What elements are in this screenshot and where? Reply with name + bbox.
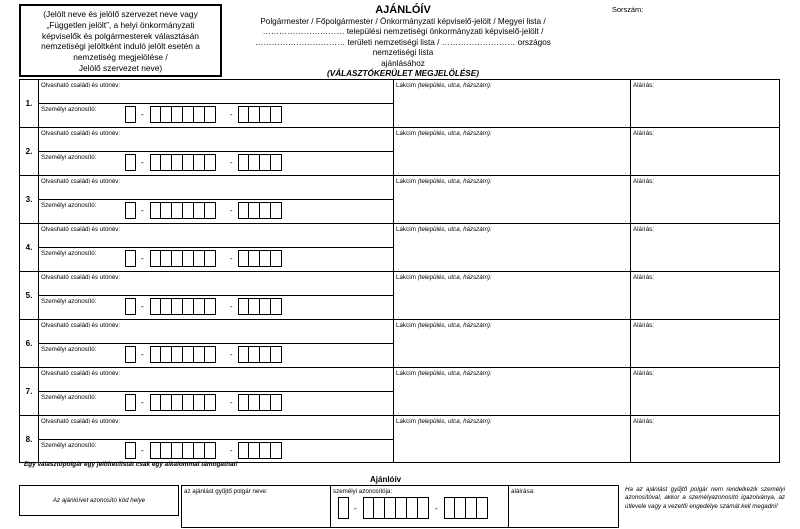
id-digit-box[interactable] bbox=[374, 497, 385, 519]
signature-label: Aláírás: bbox=[633, 418, 654, 425]
address-hint: (település, utca, házszám): bbox=[417, 130, 492, 137]
id-digit-box[interactable] bbox=[271, 394, 282, 411]
id-digit-box[interactable] bbox=[260, 442, 271, 459]
id-digit-box[interactable] bbox=[205, 154, 216, 171]
header-line: …………………………… területi nemzetiségi lista / ……………………… országos nemzetiségi lista bbox=[255, 37, 551, 58]
id-digit-box[interactable] bbox=[271, 250, 282, 267]
address-field[interactable] bbox=[393, 128, 630, 175]
id-digit-group bbox=[238, 106, 282, 123]
id-digit-box[interactable] bbox=[249, 394, 260, 411]
name-label: Olvasható családi és utónév: bbox=[41, 274, 121, 281]
id-digit-box[interactable] bbox=[194, 202, 205, 219]
header-line: ajánlásához bbox=[381, 58, 425, 68]
id-digit-box[interactable] bbox=[466, 497, 477, 519]
code-placeholder-box bbox=[19, 485, 179, 516]
id-digit-box[interactable] bbox=[172, 394, 183, 411]
collector-signature-label: aláírása: bbox=[511, 488, 535, 495]
id-digit-group bbox=[238, 298, 282, 315]
id-digit-box[interactable] bbox=[249, 106, 260, 123]
id-digit-box[interactable] bbox=[260, 154, 271, 171]
id-digit-box[interactable] bbox=[238, 394, 249, 411]
recommendation-table bbox=[19, 79, 780, 463]
id-digit-group bbox=[125, 346, 136, 363]
row-number: 3. bbox=[25, 195, 33, 204]
id-digit-group bbox=[125, 250, 136, 267]
id-digit-box[interactable] bbox=[238, 346, 249, 363]
bottom-title: Ajánlóív bbox=[370, 475, 402, 484]
id-digit-box[interactable] bbox=[183, 106, 194, 123]
id-digit-group bbox=[125, 154, 136, 171]
id-digit-box[interactable] bbox=[205, 442, 216, 459]
address-field[interactable] bbox=[393, 272, 630, 319]
id-dash: - bbox=[230, 398, 233, 407]
id-digit-group bbox=[338, 497, 349, 519]
id-digit-box[interactable] bbox=[271, 298, 282, 315]
address-label: Lakcím bbox=[396, 178, 416, 185]
id-digit-box[interactable] bbox=[238, 298, 249, 315]
id-digit-box[interactable] bbox=[271, 442, 282, 459]
id-digit-box[interactable] bbox=[172, 442, 183, 459]
signature-field[interactable] bbox=[630, 80, 779, 127]
collector-id-field[interactable] bbox=[330, 486, 508, 527]
id-digit-box[interactable] bbox=[125, 442, 136, 459]
candidate-line: nemzetiségi jelöltként induló jelölt esetén a bbox=[41, 41, 200, 52]
id-digit-group bbox=[150, 442, 216, 459]
header-line: ………………………… települési nemzetiségi önkormányzati képviselő-jelölt / bbox=[262, 27, 544, 37]
address-field[interactable] bbox=[393, 320, 630, 367]
name-label: Olvasható családi és utónév: bbox=[41, 322, 121, 329]
signature-field[interactable] bbox=[630, 320, 779, 367]
id-digit-box[interactable] bbox=[249, 298, 260, 315]
id-digit-box[interactable] bbox=[125, 346, 136, 363]
signature-label: Aláírás: bbox=[633, 178, 654, 185]
personal-id-field[interactable] bbox=[38, 440, 393, 463]
name-field[interactable] bbox=[38, 320, 393, 344]
id-dash: - bbox=[230, 302, 233, 311]
address-label: Lakcím bbox=[396, 418, 416, 425]
id-digit-box[interactable] bbox=[161, 154, 172, 171]
id-digit-box[interactable] bbox=[260, 298, 271, 315]
address-hint: (település, utca, házszám): bbox=[417, 178, 492, 185]
id-digit-box[interactable] bbox=[271, 154, 282, 171]
id-digit-box[interactable] bbox=[150, 442, 161, 459]
address-field[interactable] bbox=[393, 416, 630, 462]
id-digit-box[interactable] bbox=[194, 250, 205, 267]
name-label: Olvasható családi és utónév: bbox=[41, 418, 121, 425]
id-digit-box[interactable] bbox=[455, 497, 466, 519]
id-digit-group bbox=[238, 250, 282, 267]
address-hint: (település, utca, házszám): bbox=[417, 418, 492, 425]
address-field[interactable] bbox=[393, 224, 630, 271]
id-digit-box[interactable] bbox=[238, 442, 249, 459]
personal-id-label: Személyi azonosító: bbox=[41, 106, 97, 113]
signature-label: Aláírás: bbox=[633, 226, 654, 233]
id-digit-box[interactable] bbox=[172, 202, 183, 219]
id-dash: - bbox=[141, 350, 144, 359]
id-digit-box[interactable] bbox=[125, 202, 136, 219]
id-digit-box[interactable] bbox=[271, 202, 282, 219]
id-digit-box[interactable] bbox=[183, 394, 194, 411]
id-digit-box[interactable] bbox=[150, 250, 161, 267]
personal-id-label: Személyi azonosító: bbox=[41, 346, 97, 353]
personal-id-label: Személyi azonosító: bbox=[41, 154, 97, 161]
row-number: 1. bbox=[25, 99, 33, 108]
address-hint: (település, utca, házszám): bbox=[417, 322, 492, 329]
id-digit-box[interactable] bbox=[205, 106, 216, 123]
collector-id-label: személyi azonosítója: bbox=[333, 488, 393, 495]
id-digit-group bbox=[238, 346, 282, 363]
id-digit-box[interactable] bbox=[183, 442, 194, 459]
collector-signature-field[interactable] bbox=[508, 486, 619, 527]
id-digit-box[interactable] bbox=[172, 250, 183, 267]
id-side-note: Ha az ajánlást gyűjtő polgár nem rendelkezik személyi azonosítóval, akkor a személyazonosító igazolványa, az útlevele vagy a vezetői engedélye számát kell megadni! bbox=[625, 486, 785, 510]
collector-section bbox=[181, 485, 619, 528]
id-digit-box[interactable] bbox=[249, 442, 260, 459]
id-digit-box[interactable] bbox=[396, 497, 407, 519]
id-digit-box[interactable] bbox=[205, 394, 216, 411]
id-digit-group bbox=[150, 202, 216, 219]
name-field[interactable] bbox=[38, 176, 393, 200]
table-row bbox=[19, 271, 780, 319]
id-dash: - bbox=[141, 446, 144, 455]
id-digit-box[interactable] bbox=[205, 346, 216, 363]
address-hint: (település, utca, házszám): bbox=[417, 226, 492, 233]
id-digit-group bbox=[125, 442, 136, 459]
signature-field[interactable] bbox=[630, 224, 779, 271]
signature-label: Aláírás: bbox=[633, 370, 654, 377]
id-digit-group bbox=[125, 202, 136, 219]
signature-field[interactable] bbox=[630, 368, 779, 415]
personal-id-field[interactable] bbox=[38, 392, 393, 415]
id-digit-box[interactable] bbox=[161, 202, 172, 219]
id-digit-box[interactable] bbox=[194, 346, 205, 363]
personal-id-label: Személyi azonosító: bbox=[41, 298, 97, 305]
id-dash: - bbox=[141, 398, 144, 407]
personal-id-label: Személyi azonosító: bbox=[41, 394, 97, 401]
table-row bbox=[19, 175, 780, 223]
id-digit-box[interactable] bbox=[271, 346, 282, 363]
signature-field[interactable] bbox=[630, 176, 779, 223]
id-digit-box[interactable] bbox=[249, 202, 260, 219]
name-field[interactable] bbox=[38, 224, 393, 248]
id-digit-box[interactable] bbox=[161, 106, 172, 123]
id-digit-box[interactable] bbox=[249, 250, 260, 267]
id-digit-box[interactable] bbox=[238, 250, 249, 267]
id-digit-box[interactable] bbox=[238, 154, 249, 171]
address-field[interactable] bbox=[393, 176, 630, 223]
id-digit-box[interactable] bbox=[172, 298, 183, 315]
name-label: Olvasható családi és utónév: bbox=[41, 178, 121, 185]
id-digit-box[interactable] bbox=[150, 298, 161, 315]
id-digit-box[interactable] bbox=[125, 106, 136, 123]
support-note: Egy választópolgár egy jelöltet/listát csak egy alkalommal támogathat! bbox=[24, 461, 238, 468]
id-digit-box[interactable] bbox=[194, 154, 205, 171]
serial-number-label: Sorszám: bbox=[612, 5, 644, 14]
row-number: 6. bbox=[25, 339, 33, 348]
personal-id-field[interactable] bbox=[38, 104, 393, 127]
id-digit-box[interactable] bbox=[444, 497, 455, 519]
id-digit-box[interactable] bbox=[172, 106, 183, 123]
id-digit-box[interactable] bbox=[150, 202, 161, 219]
signature-label: Aláírás: bbox=[633, 274, 654, 281]
id-digit-box[interactable] bbox=[238, 202, 249, 219]
personal-id-field[interactable] bbox=[38, 248, 393, 271]
candidate-line: nemzetiség megjelölése / bbox=[73, 52, 168, 63]
row-number: 2. bbox=[25, 147, 33, 156]
table-row bbox=[19, 223, 780, 271]
id-dash: - bbox=[230, 350, 233, 359]
id-digit-box[interactable] bbox=[172, 154, 183, 171]
personal-id-field[interactable] bbox=[38, 200, 393, 223]
id-digit-box[interactable] bbox=[150, 346, 161, 363]
id-dash: - bbox=[230, 158, 233, 167]
id-digit-box[interactable] bbox=[125, 394, 136, 411]
id-digit-box[interactable] bbox=[260, 346, 271, 363]
id-digit-box[interactable] bbox=[205, 202, 216, 219]
id-digit-box[interactable] bbox=[194, 106, 205, 123]
address-label: Lakcím bbox=[396, 130, 416, 137]
id-digit-group bbox=[238, 442, 282, 459]
name-label: Olvasható családi és utónév: bbox=[41, 226, 121, 233]
id-digit-box[interactable] bbox=[125, 154, 136, 171]
personal-id-label: Személyi azonosító: bbox=[41, 202, 97, 209]
id-dash: - bbox=[230, 254, 233, 263]
address-label: Lakcím bbox=[396, 274, 416, 281]
id-dash: - bbox=[141, 158, 144, 167]
id-digit-group bbox=[238, 202, 282, 219]
id-digit-group bbox=[150, 106, 216, 123]
id-digit-box[interactable] bbox=[205, 250, 216, 267]
name-label: Olvasható családi és utónév: bbox=[41, 370, 121, 377]
id-digit-box[interactable] bbox=[271, 106, 282, 123]
id-dash: - bbox=[141, 254, 144, 263]
row-number: 5. bbox=[25, 291, 33, 300]
candidate-line: képviselők és polgármesterek választásán bbox=[42, 30, 199, 41]
personal-id-field[interactable] bbox=[38, 344, 393, 367]
signature-field[interactable] bbox=[630, 128, 779, 175]
address-hint: (település, utca, házszám): bbox=[417, 274, 492, 281]
address-hint: (település, utca, házszám): bbox=[417, 370, 492, 377]
signature-label: Aláírás: bbox=[633, 82, 654, 89]
id-digit-group bbox=[125, 106, 136, 123]
id-digit-box[interactable] bbox=[194, 298, 205, 315]
id-digit-box[interactable] bbox=[125, 298, 136, 315]
id-digit-box[interactable] bbox=[150, 106, 161, 123]
signature-label: Aláírás: bbox=[633, 130, 654, 137]
id-dash: - bbox=[141, 206, 144, 215]
id-digit-group bbox=[125, 298, 136, 315]
id-dash: - bbox=[354, 504, 357, 513]
form-title: AJÁNLÓÍV bbox=[375, 4, 431, 16]
candidate-info-box bbox=[19, 4, 222, 77]
address-label: Lakcím bbox=[396, 226, 416, 233]
id-digit-group bbox=[150, 154, 216, 171]
id-digit-box[interactable] bbox=[161, 394, 172, 411]
collector-name-field[interactable] bbox=[182, 486, 330, 527]
id-digit-group bbox=[444, 497, 488, 519]
name-field[interactable] bbox=[38, 80, 393, 104]
id-digit-box[interactable] bbox=[194, 442, 205, 459]
table-row bbox=[19, 319, 780, 367]
id-digit-box[interactable] bbox=[338, 497, 349, 519]
id-digit-box[interactable] bbox=[260, 250, 271, 267]
id-digit-box[interactable] bbox=[477, 497, 488, 519]
id-digit-box[interactable] bbox=[238, 106, 249, 123]
id-digit-box[interactable] bbox=[205, 298, 216, 315]
id-digit-box[interactable] bbox=[260, 202, 271, 219]
id-digit-box[interactable] bbox=[161, 346, 172, 363]
id-digit-box[interactable] bbox=[150, 154, 161, 171]
id-dash: - bbox=[230, 110, 233, 119]
id-dash: - bbox=[230, 206, 233, 215]
form-header bbox=[238, 4, 568, 79]
personal-id-label: Személyi azonosító: bbox=[41, 442, 97, 449]
signature-field[interactable] bbox=[630, 416, 779, 462]
name-label: Olvasható családi és utónév: bbox=[41, 82, 121, 89]
id-digit-box[interactable] bbox=[418, 497, 429, 519]
id-digit-group bbox=[150, 250, 216, 267]
row-number: 4. bbox=[25, 243, 33, 252]
personal-id-label: Személyi azonosító: bbox=[41, 250, 97, 257]
row-number: 8. bbox=[25, 434, 33, 444]
id-digit-group bbox=[238, 154, 282, 171]
id-digit-group bbox=[150, 346, 216, 363]
candidate-line: „Független jelölt”, a helyi önkormányzati bbox=[46, 19, 195, 30]
id-digit-box[interactable] bbox=[183, 250, 194, 267]
signature-label: Aláírás: bbox=[633, 322, 654, 329]
address-label: Lakcím bbox=[396, 82, 416, 89]
id-digit-box[interactable] bbox=[183, 346, 194, 363]
id-digit-box[interactable] bbox=[249, 154, 260, 171]
personal-id-field[interactable] bbox=[38, 296, 393, 319]
id-digit-box[interactable] bbox=[249, 346, 260, 363]
name-field[interactable] bbox=[38, 416, 393, 440]
id-digit-box[interactable] bbox=[150, 394, 161, 411]
signature-field[interactable] bbox=[630, 272, 779, 319]
name-field[interactable] bbox=[38, 368, 393, 392]
name-field[interactable] bbox=[38, 128, 393, 152]
id-digit-group bbox=[363, 497, 429, 519]
name-field[interactable] bbox=[38, 272, 393, 296]
address-field[interactable] bbox=[393, 80, 630, 127]
id-digit-group bbox=[150, 298, 216, 315]
name-label: Olvasható családi és utónév: bbox=[41, 130, 121, 137]
id-digit-box[interactable] bbox=[161, 298, 172, 315]
id-digit-box[interactable] bbox=[385, 497, 396, 519]
table-row bbox=[19, 127, 780, 175]
candidate-line: (Jelölt neve és jelölő szervezet neve vagy bbox=[43, 9, 198, 19]
id-dash: - bbox=[230, 446, 233, 455]
id-digit-box[interactable] bbox=[183, 298, 194, 315]
table-row bbox=[19, 367, 780, 415]
id-digit-box[interactable] bbox=[183, 202, 194, 219]
id-digit-box[interactable] bbox=[260, 106, 271, 123]
id-dash: - bbox=[435, 504, 438, 513]
personal-id-field[interactable] bbox=[38, 152, 393, 175]
row-number: 7. bbox=[25, 387, 33, 396]
address-hint: (település, utca, házszám): bbox=[417, 82, 492, 89]
header-line: Polgármester / Főpolgármester / Önkormányzati képviselő-jelölt / Megyei lista / bbox=[260, 17, 546, 26]
table-row bbox=[19, 79, 780, 127]
collector-name-label: az ajánlást gyűjtő polgár neve: bbox=[184, 488, 268, 495]
id-dash: - bbox=[141, 110, 144, 119]
table-row bbox=[19, 415, 780, 463]
id-dash: - bbox=[141, 302, 144, 311]
candidate-line: Jelölő szervezet neve) bbox=[78, 62, 163, 73]
id-digit-box[interactable] bbox=[363, 497, 374, 519]
address-label: Lakcím bbox=[396, 370, 416, 377]
id-digit-box[interactable] bbox=[161, 250, 172, 267]
id-digit-box[interactable] bbox=[407, 497, 418, 519]
id-digit-group bbox=[125, 394, 136, 411]
id-digit-box[interactable] bbox=[183, 154, 194, 171]
code-label: Az ajánlóívet azonosító kód helye bbox=[52, 497, 146, 504]
address-label: Lakcím bbox=[396, 322, 416, 329]
id-digit-box[interactable] bbox=[172, 346, 183, 363]
id-digit-box[interactable] bbox=[125, 250, 136, 267]
id-digit-box[interactable] bbox=[260, 394, 271, 411]
id-digit-group bbox=[150, 394, 216, 411]
id-digit-box[interactable] bbox=[161, 442, 172, 459]
address-field[interactable] bbox=[393, 368, 630, 415]
form-subtitle: (VÁLASZTÓKERÜLET MEGJELÖLÉSE) bbox=[327, 69, 479, 79]
id-digit-box[interactable] bbox=[194, 394, 205, 411]
id-digit-group bbox=[238, 394, 282, 411]
